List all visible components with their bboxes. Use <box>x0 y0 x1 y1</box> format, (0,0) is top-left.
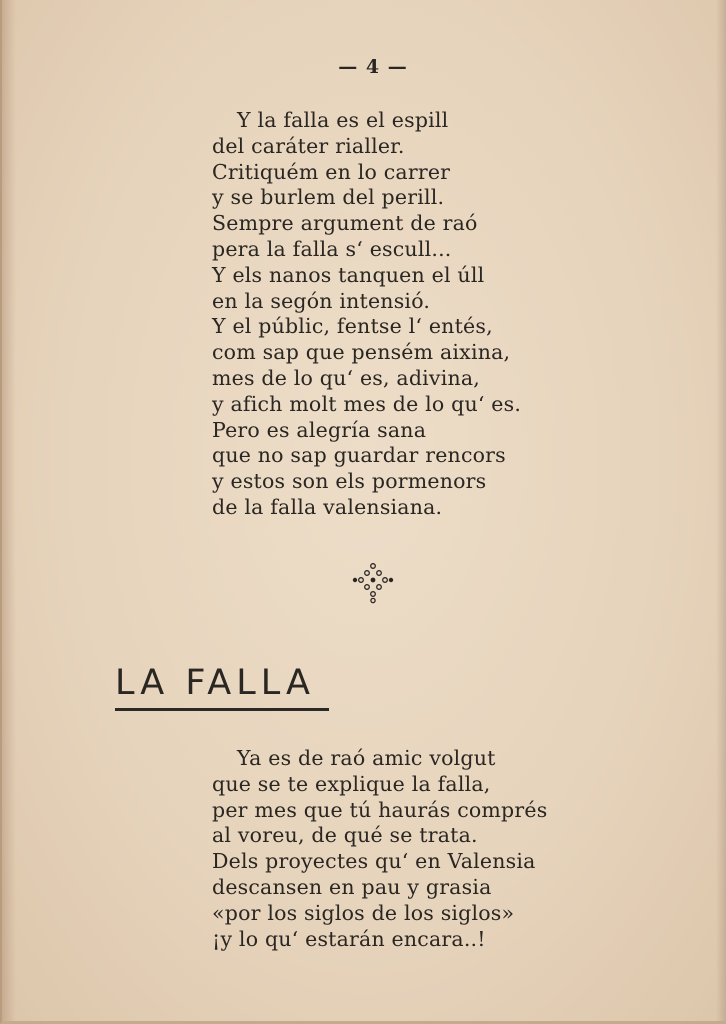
verse-line: que no sap guardar rencors <box>212 443 506 468</box>
verse-line: en la segón intensió. <box>212 288 431 313</box>
verse-line: ¡y lo qu‘ estarán encara..! <box>212 926 486 951</box>
verse-line: mes de lo qu‘ es, adivina, <box>212 365 481 390</box>
ring-dot-ornament-icon <box>350 562 396 604</box>
verse-line: descansen en pau y grasia <box>212 874 492 899</box>
verse-line: y afich molt mes de lo qu‘ es. <box>212 391 522 416</box>
verse-line: Y el públic, fentse l‘ entés, <box>212 314 493 339</box>
verse-line: al voreu, de qué se trata. <box>212 823 478 848</box>
verse-line: y estos son els pormenors <box>212 469 487 494</box>
verse-line: per mes que tú haurás comprés <box>212 797 548 822</box>
verse-line: de la falla valensiana. <box>212 494 443 519</box>
verse-line: del caráter rialler. <box>212 133 405 158</box>
verse-line: Critiquém en lo carrer <box>212 159 451 184</box>
verse-line: Ya es de raó amic volgut <box>237 746 496 770</box>
verse-line: Pero es alegría sana <box>212 417 427 442</box>
verse-line: com sap que pensém aixina, <box>212 340 511 365</box>
verse-line: que se te explique la falla, <box>212 771 491 796</box>
verse-line: y se burlem del perill. <box>212 185 445 210</box>
verse-line: Dels proyectes qu‘ en Valensia <box>212 849 536 874</box>
section-title: LA FALLA <box>115 663 315 703</box>
poem-stanza-1 <box>212 108 521 521</box>
poem-stanza-2 <box>212 746 547 952</box>
verse-line: Y la falla es el espill <box>237 108 449 132</box>
verse-line: Sempre argument de raó <box>212 211 478 236</box>
verse-line: «por los siglos de los siglos» <box>212 900 515 925</box>
verse-line: Y els nanos tanquen el úll <box>212 262 485 287</box>
page-number: — 4 — <box>338 56 408 78</box>
title-underline <box>115 708 329 711</box>
verse-line: pera la falla s‘ escull... <box>212 236 452 261</box>
